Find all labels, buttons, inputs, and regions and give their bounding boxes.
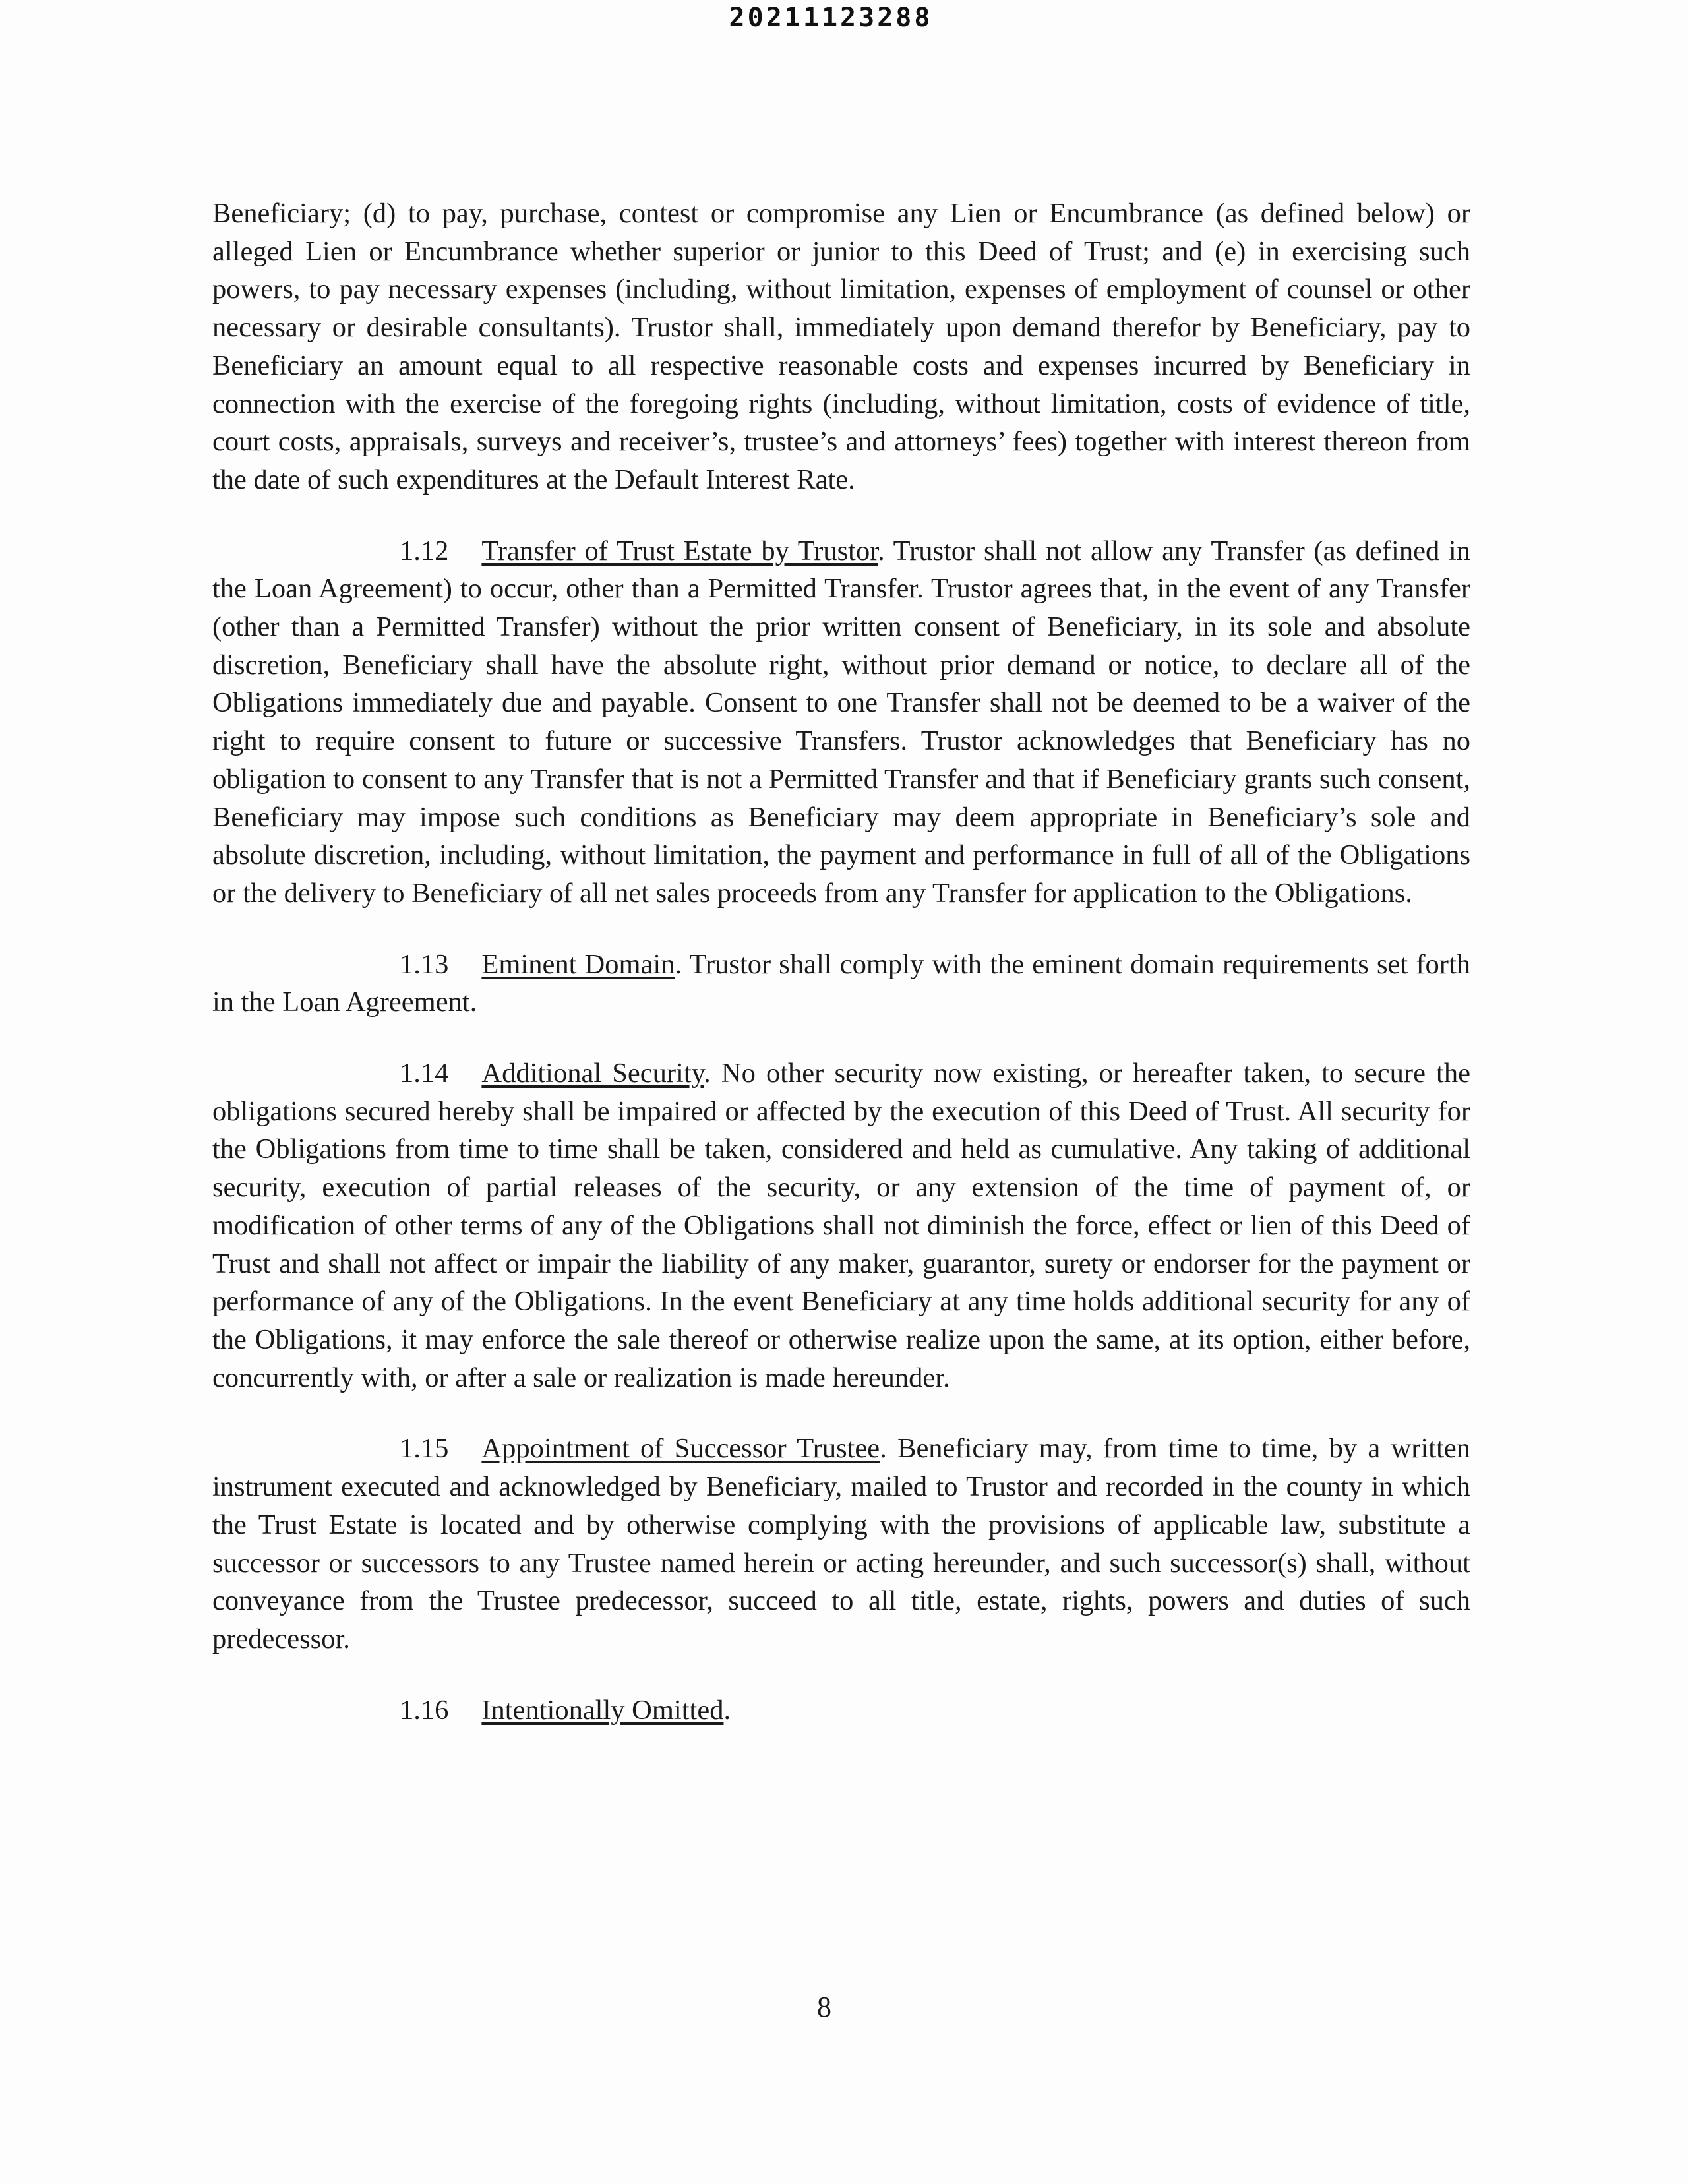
section-heading: Transfer of Trust Estate by Trustor bbox=[481, 535, 878, 566]
section-1-14 bbox=[212, 1054, 1470, 1397]
section-heading: Appointment of Successor Trustee bbox=[481, 1433, 880, 1465]
section-text: . Beneficiary may, from time to time, by a written instrument executed and acknowledged by Beneficiary, mailed to Trustor and recorded in the county in which the Trust Estate is located and by otherwise complying with the provisions of applicable law, substitute a successor or successors to any Trustee named herein or acting hereunder, and such successor(s) shall, without conveyance from the Trustee predecessor, succeed to all title, estate, rights, powers and duties of such predecessor. bbox=[212, 1433, 1470, 1654]
section-heading: Eminent Domain bbox=[481, 948, 675, 980]
section-heading: Intentionally Omitted bbox=[481, 1694, 724, 1726]
section-text: . Trustor shall comply with the eminent domain requirements set forth in the Loan Agreement. bbox=[212, 948, 1470, 1018]
section-number: 1.14 bbox=[400, 1058, 449, 1089]
section-1-16 bbox=[212, 1691, 1470, 1730]
intro-paragraph: Beneficiary; (d) to pay, purchase, contest or compromise any Lien or Encumbrance (as defined below) or alleged Lien or Encumbrance whether superior or junior to this Deed of Trust; and (e) in exercising such powers, to pay necessary expenses (including, without limitation, expenses of employment of counsel or other necessary or desirable consultants). Trustor shall, immediately upon demand therefor by Beneficiary, pay to Beneficiary an amount equal to all respective reasonable costs and expenses incurred by Beneficiary in connection with the exercise of the foregoing rights (including, without limitation, costs of evidence of title, court costs, appraisals, surveys and receiver’s, trustee’s and attorneys’ fees) together with interest thereon from the date of such expenditures at the Default Interest Rate. bbox=[212, 198, 1470, 495]
section-text: . Trustor shall not allow any Transfer (as defined in the Loan Agreement) to occur, other than a Permitted Transfer. Trustor agrees that, in the event of any Transfer (other than a Permitted Transfer) without the prior written consent of Beneficiary, in its sole and absolute discretion, Beneficiary shall have the absolute right, without prior demand or notice, to declare all of the Obligations immediately due and payable. Consent to one Transfer shall not be deemed to be a waiver of the right to require consent to future or successive Transfers. Trustor acknowledges that Beneficiary has no obligation to consent to any Transfer that is not a Permitted Transfer and that if Beneficiary grants such consent, Beneficiary may impose such conditions as Beneficiary may deem appropriate in Beneficiary’s sole and absolute discretion, including, without limitation, the payment and performance in full of all of the Obligations or the delivery to Beneficiary of all net sales proceeds from any Transfer for application to the Obligations. bbox=[212, 535, 1470, 909]
section-number: 1.12 bbox=[400, 535, 449, 566]
section-number: 1.16 bbox=[400, 1694, 449, 1726]
section-1-13 bbox=[212, 946, 1470, 1021]
section-1-15 bbox=[212, 1430, 1470, 1658]
section-text: . bbox=[723, 1694, 731, 1726]
section-1-12 bbox=[212, 532, 1470, 913]
recording-number: 20211123288 bbox=[729, 3, 933, 33]
section-number: 1.13 bbox=[400, 948, 449, 980]
document-body bbox=[212, 195, 1470, 1762]
section-text: . No other security now existing, or hereafter taken, to secure the obligations secured hereby shall be impaired or affected by the execution of this Deed of Trust. All security for the Obligations from time to time shall be taken, considered and held as cumulative. Any taking of additional security, execution of partial releases of the security, or any extension of the time of payment of, or modification of other terms of any of the Obligations shall not diminish the force, effect or lien of this Deed of Trust and shall not affect or impair the liability of any maker, guarantor, surety or endorser for the payment or performance of any of the Obligations. In the event Beneficiary at any time holds additional security for any of the Obligations, it may enforce the sale thereof or otherwise realize upon the same, at its option, either before, concurrently with, or after a sale or realization is made hereunder. bbox=[212, 1058, 1470, 1393]
page-number: 8 bbox=[817, 1991, 831, 2023]
section-heading: Additional Security bbox=[481, 1058, 704, 1089]
section-number: 1.15 bbox=[400, 1433, 449, 1465]
